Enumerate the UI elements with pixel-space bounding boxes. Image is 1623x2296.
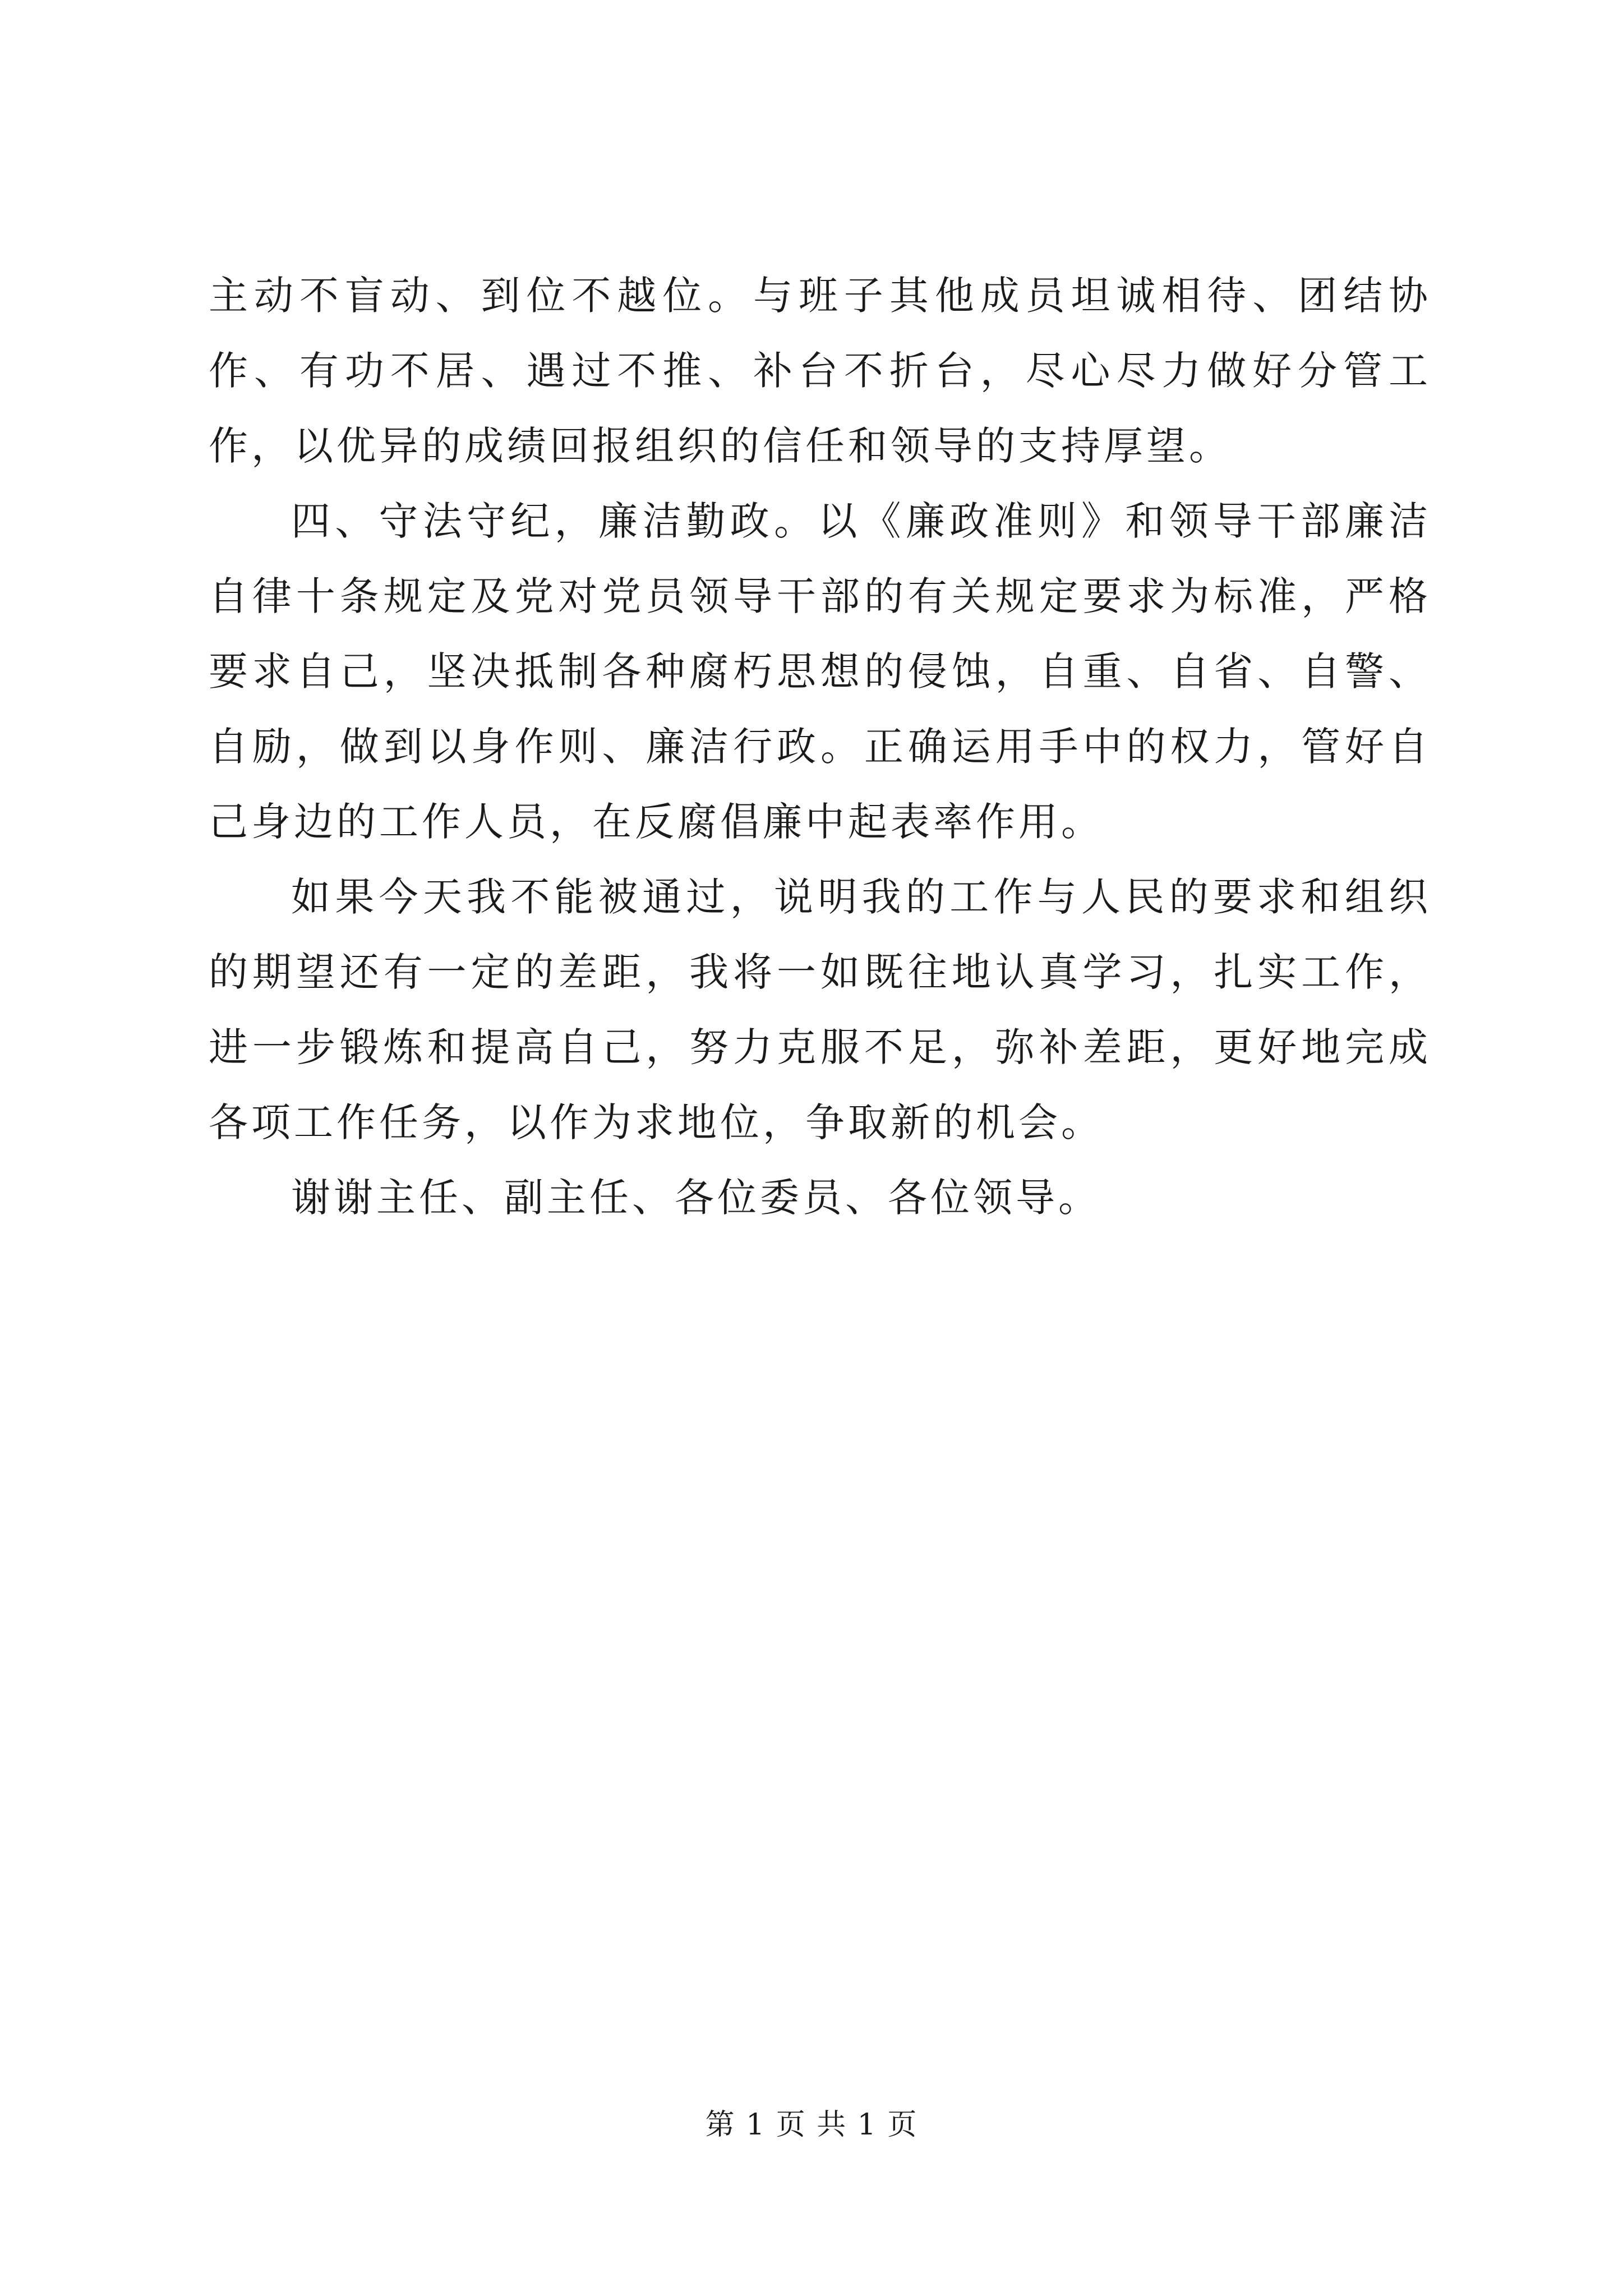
paragraph-2: 四、守法守纪，廉洁勤政。以《廉政准则》和领导干部廉洁自律十条规定及党对党员领导干部的有关规定要求为标准，严格要求自己，坚决抵制各种腐朽思想的侵蚀，自重、自省、自警、自励，做到以身作则、廉洁行政。正确运用手中的权力，管好自己身边的工作人员，在反腐倡廉中起表率作用。: [209, 498, 1431, 845]
page-number-footer: 第 1 页 共 1 页: [705, 2108, 918, 2142]
paragraph-1: 主动不盲动、到位不越位。与班子其他成员坦诚相待、团结协作、有功不居、遇过不推、补台不折台，尽心尽力做好分管工作，以优异的成绩回报组织的信任和领导的支持厚望。: [209, 273, 1431, 469]
document-body: [209, 258, 1431, 1235]
paragraph-3: 如果今天我不能被通过，说明我的工作与人民的要求和组织的期望还有一定的差距，我将一如既往地认真学习，扎实工作，进一步锻炼和提高自己，努力克服不足，弥补差距，更好地完成各项工作任务，以作为求地位，争取新的机会。: [209, 874, 1431, 1145]
paragraph-4: 谢谢主任、副主任、各位委员、各位领导。: [291, 1175, 1101, 1221]
